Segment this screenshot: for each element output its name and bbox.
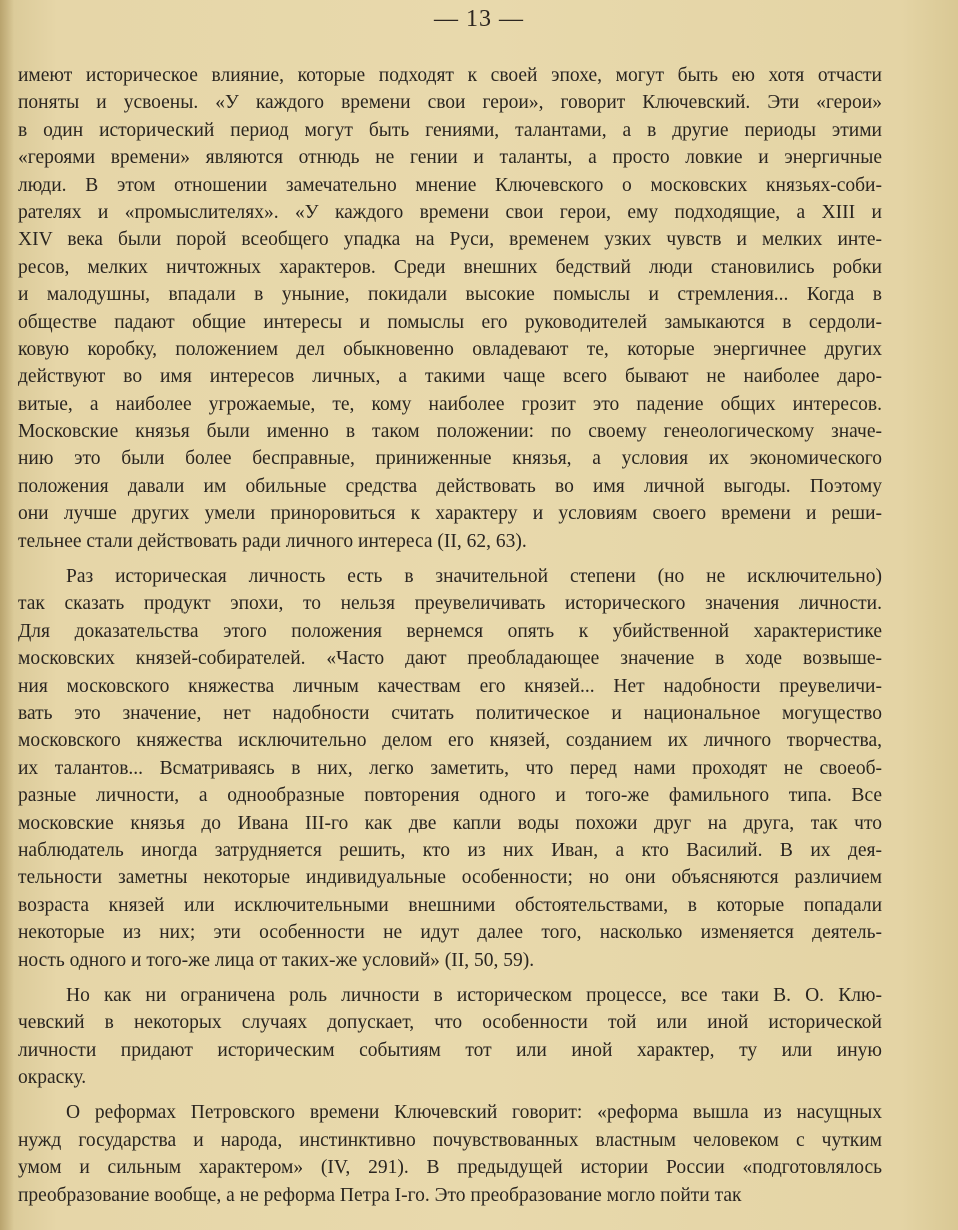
text-line: тельнее стали действовать ради личного интереса (II, 62, 63). [18,530,527,552]
paragraph-gap [18,1091,882,1099]
text-line: О реформах Петровского времени Ключевский говорит: «реформа вышла из насущных [66,1102,882,1124]
text-line: ность одного и того-же лица от таких-же условий» (II, 50, 59). [18,949,535,971]
text-line: нужд государства и народа, инстинктивно почувствованных властным человеком с чутким [18,1129,882,1151]
text-line: московского княжества исключительно делом его князей, созданием их личного творчества, [18,730,882,752]
body-text [18,62,882,1209]
text-line: московские князья до Ивана III-го как две капли воды похожи друг на друга, так что [18,812,882,834]
text-line: люди. В этом отношении замечательно мнение Ключевского о московских князьях-соби- [18,174,882,196]
text-line: имеют историческое влияние, которые подходят к своей эпохе, могут быть ею хотя отчасти [18,65,882,86]
text-line: некоторые из них; эти особенности не идут далее того, насколько изменяется деятель- [18,922,882,944]
text-line: их талантов... Всматриваясь в них, легко заметить, что перед нами проходят не своеоб- [18,757,882,779]
text-line: Раз историческая личность есть в значительной степени (но не исключительно) [66,566,882,588]
text-line: они лучше других умели приноровиться к характеру и условиям своего времени и реши- [18,503,882,525]
text-line: действуют во имя интересов личных, а такими чаще всего бывают не наиболее даро- [18,366,882,388]
paragraph-gap [18,974,882,982]
text-line: чевский в некоторых случаях допускает, что особенности той или иной исторической [18,1012,882,1034]
text-line: возраста князей или исключительными внешними обстоятельствами, в которые попадали [18,894,882,916]
text-line: обществе падают общие интересы и помыслы его руководителей замыкаются в сердоли- [18,311,882,333]
paragraph [18,62,882,555]
text-line: так сказать продукт эпохи, то нельзя преувеличивать исторического значения личности. [18,593,882,615]
text-line: разные личности, а однообразные повторения одного и того-же фамильного типа. Все [18,785,882,807]
text-line: московских князей-собирателей. «Часто дают преобладающее значение в ходе возвыше- [18,648,882,670]
text-line: «героями времени» являются отнюдь не гении и таланты, а просто ловкие и энергичные [18,147,882,169]
text-line: преобразование вообще, а не реформа Петра I-го. Это преобразование могло пойти так [18,1184,742,1206]
text-line: положения давали им обильные средства действовать во имя личной выгоды. Поэтому [18,475,882,497]
text-line: вать это значение, нет надобности считать политическое и национальное могущество [18,702,882,724]
text-line: ния московского княжества личным качествам его князей... Нет надобности преувеличи- [18,675,882,697]
text-line: наблюдатель иногда затрудняется решить, кто из них Иван, а кто Василий. В их дея- [18,839,882,861]
text-line: ресов, мелких ничтожных характеров. Среди внешних бедствий люди становились робки [18,256,882,278]
text-line: тельности заметны некоторые индивидуальные особенности; но они объясняются различием [18,867,882,889]
text-line: Но как ни ограничена роль личности в историческом процессе, все таки В. О. Клю- [66,984,882,1006]
text-line: Для доказательства этого положения вернемся опять к убийственной характеристике [18,620,882,642]
paragraph [18,1099,882,1209]
text-line: ковую коробку, положением дел обыкновенно овладевают те, которые энергичнее других [18,338,882,360]
text-line: умом и сильным характером» (IV, 291). В предыдущей истории России «подготовлялось [18,1157,882,1179]
paragraph [18,563,882,974]
text-line: окраску. [18,1067,87,1089]
text-line: поняты и усвоены. «У каждого времени свои герои», говорит Ключевский. Эти «герои» [18,92,882,114]
page-number: — 13 — [434,6,524,32]
text-line: Московские князья были именно в таком положении: по своему генеологическому значе- [18,421,882,443]
text-line: личности придают историческим событиям тот или иной характер, ту или иную [18,1039,882,1061]
text-line: XIV века были порой всеобщего упадка на Руси, временем узких чувств и мелких инте- [18,229,882,251]
text-line: витые, а наиболее угрожаемые, те, кому наиболее грозит это падение общих интересов. [18,393,882,415]
text-line: нию это были более бесправные, приниженные князья, а условия их экономического [18,448,882,470]
page-edge-shadow [0,0,14,1230]
paragraph [18,982,882,1092]
text-line: рателях и «промыслителях». «У каждого времени свои герои, ему подходящие, а XIII и [18,201,882,223]
text-line: в один исторический период могут быть гениями, талантами, а в другие периоды этими [18,119,882,141]
text-line: и малодушны, впадали в уныние, покидали высокие помыслы и стремления... Когда в [18,284,882,306]
paragraph-gap [18,555,882,563]
